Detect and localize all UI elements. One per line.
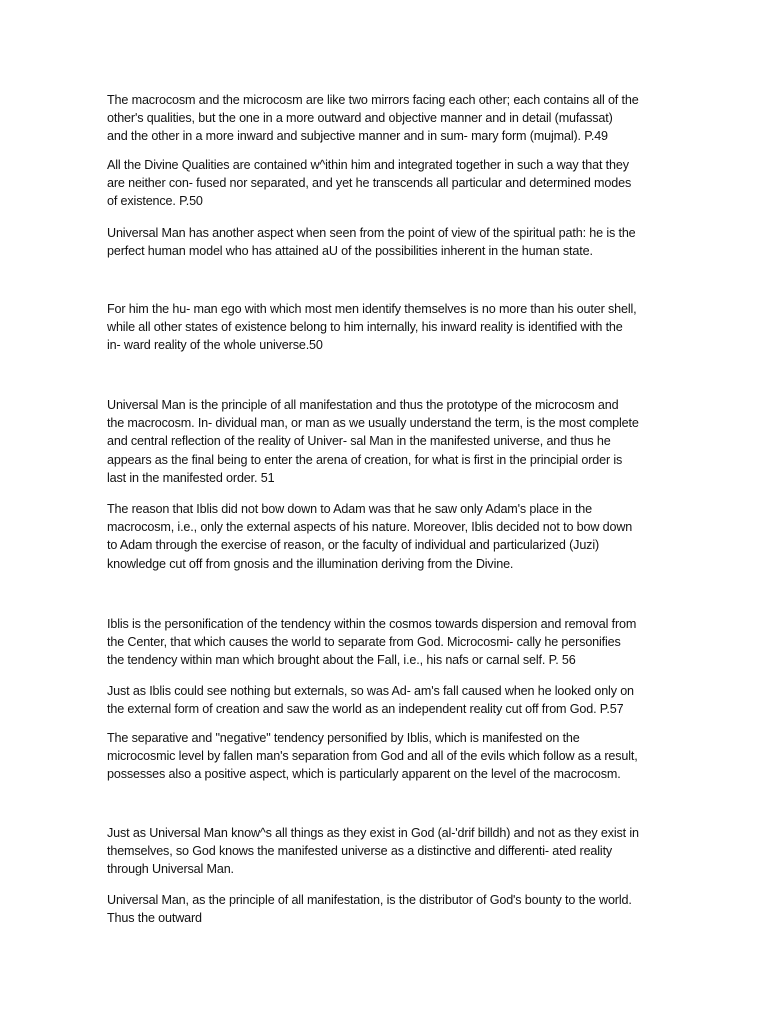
paragraph-adam-fall: Just as Iblis could see nothing but externals, so was Ad- am's fall caused when he looked only on the external form of creation and saw the world as an independent reality cut off from God. P.57 — [107, 684, 634, 717]
paragraph-separative-tendency: The separative and "negative" tendency personified by Iblis, which is manifested on the microcosmic level by fallen man's separation from God and all of the evils which follow as a result, possesses also a positive aspect, which is particularly apparent on the level of the macrocosm. — [107, 731, 638, 782]
paragraph-god-knows: Just as Universal Man know^s all things as they exist in God (al-'drif billdh) and not as they exist in themselves, so God knows the manifested universe as a distinctive and differenti- ated reality through Universal Man. — [107, 826, 639, 877]
paragraph-macrocosm-mirrors: The macrocosm and the microcosm are like two mirrors facing each other; each contains all of the other's qualities, but the one in a more outward and objective manner and in detail (mufassat) and the other in a more inward and subjective manner and in sum- mary form (mujmal). P.49 — [107, 93, 639, 144]
paragraph-spiritual-path: Universal Man has another aspect when seen from the point of view of the spiritual path: he is the perfect human model who has attained aU of the possibilities inherent in the human state. — [107, 226, 636, 259]
paragraph-iblis-personification: Iblis is the personification of the tendency within the cosmos towards dispersion and removal from the Center, that which causes the world to separate from God. Microcosmi- cally he personifies the tendency within man which brought about the Fall, i.e., his nafs or carnal self. P. 56 — [107, 617, 637, 668]
paragraph-distributor-bounty: Universal Man, as the principle of all manifestation, is the distributor of God's bounty to the world. Thus the outward — [107, 893, 632, 926]
paragraph-principle-manifestation: Universal Man is the principle of all manifestation and thus the prototype of the microcosm and the macrocosm. In- dividual man, or man as we usually understand the term, is the most complete and central reflection of the reality of Univer- sal Man in the manifested universe, and thus he appears as the final being to enter the arena of creation, for what is first in the principial order is last in the manifested order. 51 — [107, 398, 639, 485]
paragraph-human-ego: For him the hu- man ego with which most men identify themselves is no more than his outer shell, while all other states of existence belong to him internally, his inward reality is identified with the in- ward reality of the whole universe.50 — [107, 302, 637, 353]
paragraph-iblis-adam: The reason that Iblis did not bow down to Adam was that he saw only Adam's place in the macrocosm, i.e., only the external aspects of his nature. Moreover, Iblis decided not to bow down to Adam through the exercise of reason, or the faculty of individual and particularized (Juzi) knowledge cut off from gnosis and the illumination deriving from the Divine. — [107, 502, 633, 571]
paragraph-divine-qualities: All the Divine Qualities are contained w^ithin him and integrated together in such a way that they are neither con- fused nor separated, and yet he transcends all particular and determined modes of existence. P.50 — [107, 158, 632, 209]
